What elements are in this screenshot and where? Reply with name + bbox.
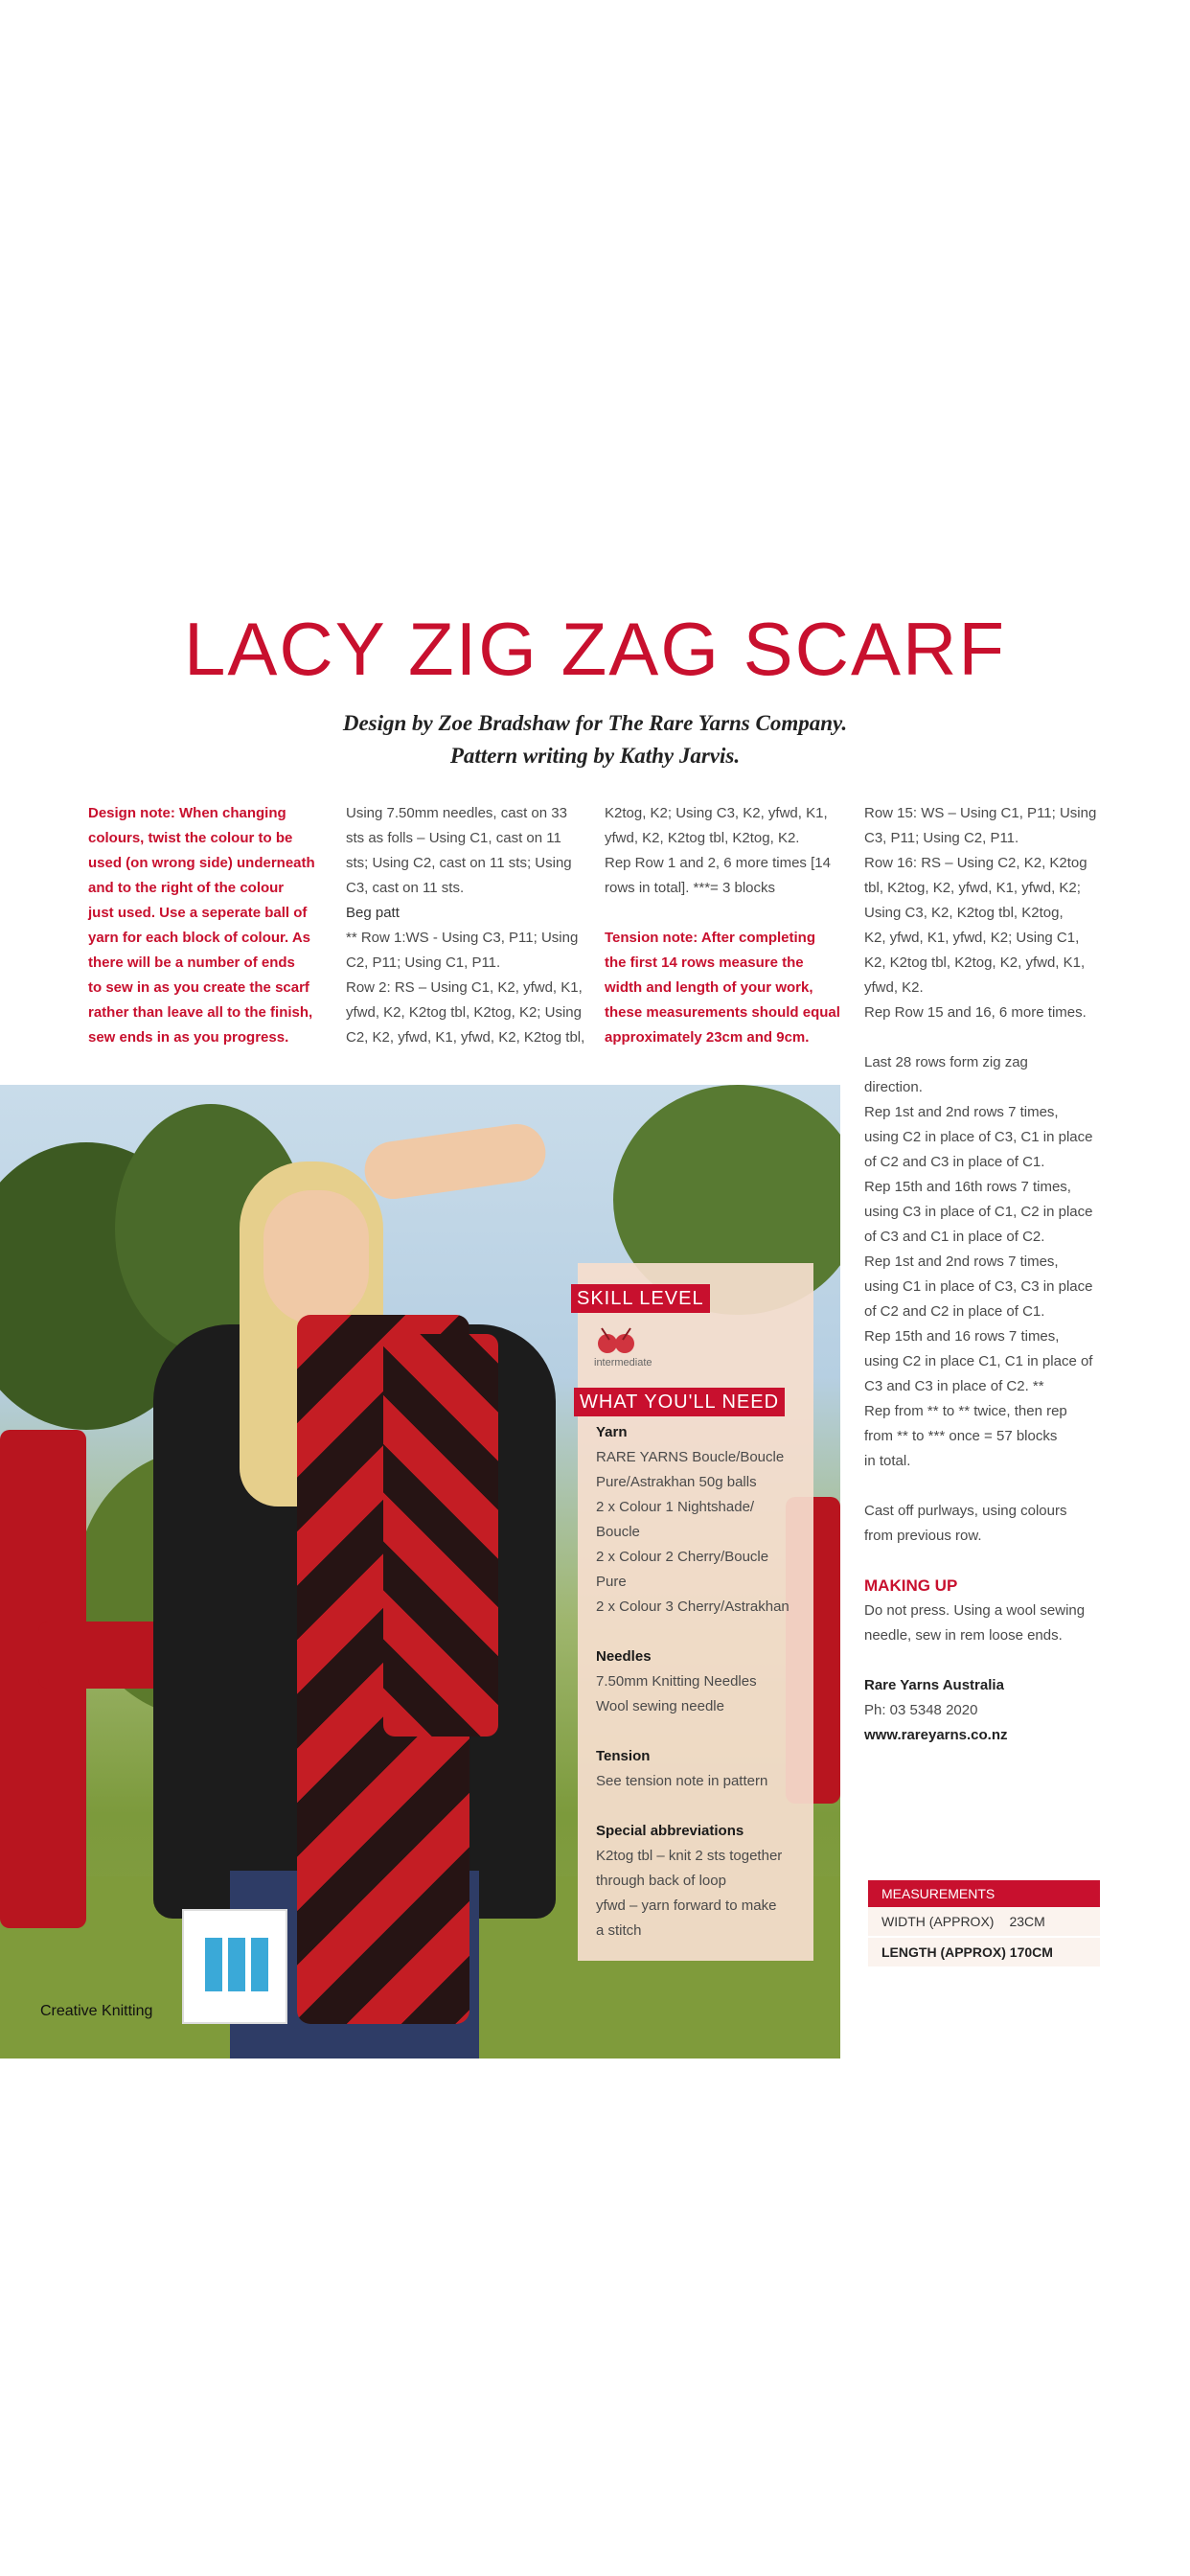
measurements-heading: MEASUREMENTS <box>868 1880 1100 1907</box>
magazine-footer: Creative Knitting <box>40 2003 153 2019</box>
abbreviations-text: K2tog tbl – knit 2 sts together through back of loop yfwd – yarn forward to make a stitch <box>596 1848 783 1939</box>
tension-note: Tension note: After completing the first 14 rows measure the width and length of your work, these measurements should equal approximately 23cm and 9cm. <box>605 930 840 1046</box>
yarn-heading: Yarn <box>596 1424 628 1440</box>
column-pattern-end <box>864 801 1104 1748</box>
zig-zag-scarf-end <box>383 1334 498 1736</box>
byline <box>0 707 1190 772</box>
byline-writer: Pattern writing by Kathy Jarvis. <box>449 744 741 768</box>
making-up-heading: MAKING UP <box>864 1576 958 1595</box>
supplier-website: www.rareyarns.co.nz <box>864 1727 1008 1743</box>
page-top-margin <box>0 0 1190 508</box>
column-design-note <box>88 801 328 1050</box>
byline-designer: Design by Zoe Bradshaw for The Rare Yarns Company. <box>342 711 848 735</box>
rows-15-16-instructions: Row 15: WS – Using C1, P11; Using C3, P11; Using C2, P11. Row 16: RS – Using C2, K2, K2tog tbl, K2tog, K2, yfwd, K1, yfwd, K2; Using C3, K2, K2tog tbl, K2tog, K2, yfwd, K1, yfwd, K2; Using C1, K2, K2tog tbl, K2tog, K2, yfwd, K1, yfwd, K2. Rep Row 15 and 16, 6 more times. <box>864 805 1097 1021</box>
yarn-balls-icon <box>596 1326 638 1355</box>
cast-on-instructions: Using 7.50mm needles, cast on 33 sts as folls – Using C1, cast on 11 sts; Using C2, cast on 11 sts; Using C3, cast on 11 sts. <box>346 805 572 896</box>
page-bottom-margin <box>0 2060 1190 2576</box>
model-arm <box>361 1120 550 1203</box>
measurement-width-row <box>868 1907 1100 1936</box>
column-pattern-start <box>346 801 585 1050</box>
column-pattern-continued <box>605 801 846 1050</box>
tension-heading: Tension <box>596 1748 651 1764</box>
making-up-text: Do not press. Using a wool sewing needle, sew in rem loose ends. <box>864 1602 1086 1644</box>
zig-zag-instructions: Last 28 rows form zig zag direction. Rep 1st and 2nd rows 7 times, using C2 in place of C3, C1 in place of C2 and C3 in place of C1. Rep 15th and 16th rows 7 times, using C3 in place of C1, C2 in place of C3 and C1 in place of C2. Rep 1st and 2nd rows 7 times, using C1 in place of C3, C3 in place of C2 and C2 in place of C1. Rep 15th and 16 rows 7 times, using C2 in place C1, C1 in place of C3 and C3 in place of C2. ** Rep from ** to ** twice, then rep from ** to *** once = 57 blocks in total. <box>864 1054 1093 1469</box>
abbreviations-heading: Special abbreviations <box>596 1823 744 1839</box>
supplier-phone: Ph: 03 5348 2020 <box>864 1702 978 1718</box>
cast-off-instructions: Cast off purlways, using colours from previous row. <box>864 1503 1067 1544</box>
width-value: 23CM <box>1009 1914 1045 1929</box>
page-title: LACY ZIG ZAG SCARF <box>183 607 1007 691</box>
rows-1-2-instructions: ** Row 1:WS - Using C3, P11; Using C2, P11; Using C1, P11. Row 2: RS – Using C1, K2, yfwd, K1, yfwd, K2, K2tog tbl, K2tog, K2; Using C2, K2, yfwd, K1, yfwd, K2, K2tog tbl, <box>346 930 585 1046</box>
needles-heading: Needles <box>596 1648 652 1665</box>
what-you-need-tag: WHAT YOU'LL NEED <box>574 1388 785 1416</box>
materials-list <box>596 1420 809 1944</box>
needles-text: 7.50mm Knitting Needles Wool sewing needle <box>596 1673 757 1714</box>
width-label: WIDTH (APPROX) <box>881 1914 995 1929</box>
model-face <box>263 1190 369 1324</box>
skill-level-value: intermediate <box>594 1357 652 1368</box>
supplier-name: Rare Yarns Australia <box>864 1677 1004 1693</box>
rows-continued: K2tog, K2; Using C3, K2, yfwd, K1, yfwd, K2, K2tog tbl, K2tog, K2. Rep Row 1 and 2, 6 more times [14 rows in total]. ***= 3 blocks <box>605 805 831 896</box>
measurement-length-row: LENGTH (APPROX) 170CM <box>868 1936 1100 1966</box>
sign <box>182 1909 287 2024</box>
design-note: Design note: When changing colours, twist the colour to be used (on wrong side) underneath and to the right of the colour just used. Use a seperate ball of yarn for each block of colour. As there will be a number of ends to sew in as you create the scarf rather than leave all to the finish, sew ends in as you progress. <box>88 805 315 1046</box>
measurements-table <box>868 1880 1100 1966</box>
beg-patt-label: Beg patt <box>346 905 400 921</box>
yarn-text: RARE YARNS Boucle/Boucle Pure/Astrakhan 50g balls 2 x Colour 1 Nightshade/ Boucle 2 x Colour 2 Cherry/Boucle Pure 2 x Colour 3 Cherry/Astrakhan <box>596 1449 790 1615</box>
skill-level-tag: SKILL LEVEL <box>571 1284 710 1313</box>
tension-text: See tension note in pattern <box>596 1773 768 1789</box>
